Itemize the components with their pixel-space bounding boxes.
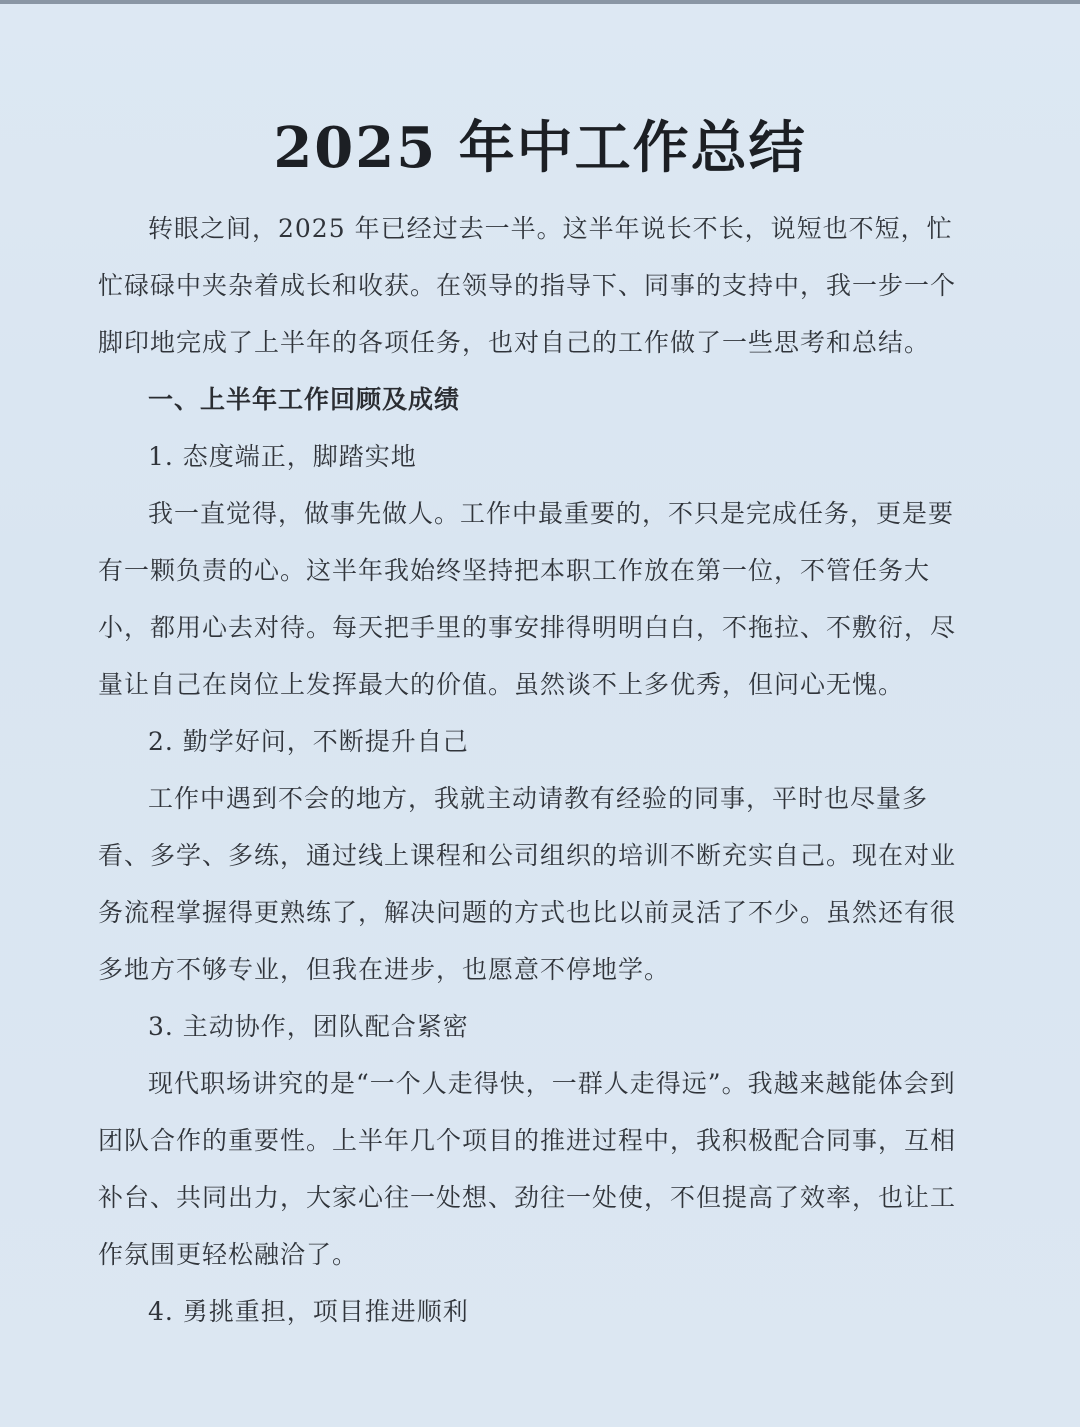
document-title: 2025 年中工作总结 bbox=[273, 115, 807, 181]
item-heading: 1. 态度端正，脚踏实地 bbox=[148, 442, 417, 471]
item-heading: 4. 勇挑重担，项目推进顺利 bbox=[148, 1297, 469, 1326]
item-heading: 2. 勤学好问，不断提升自己 bbox=[148, 727, 469, 756]
item-body: 现代职场讲究的是“一个人走得快，一群人走得远”。我越来越能体会到团队合作的重要性。上半年几个项目的推进过程中，我积极配合同事，互相补台、共同出力，大家心往一处想、劲往一处使，不但提高了效率，也让工作氛围更轻松融洽了。 bbox=[98, 1069, 957, 1269]
item-heading: 3. 主动协作，团队配合紧密 bbox=[148, 1012, 469, 1041]
document-body bbox=[98, 200, 978, 1340]
section-heading: 一、上半年工作回顾及成绩 bbox=[148, 385, 461, 414]
intro-paragraph: 转眼之间，2025 年已经过去一半。这半年说长不长，说短也不短，忙忙碌碌中夹杂着成长和收获。在领导的指导下、同事的支持中，我一步一个脚印地完成了上半年的各项任务，也对自己的工作做了一些思考和总结。 bbox=[98, 214, 957, 357]
item-body: 工作中遇到不会的地方，我就主动请教有经验的同事，平时也尽量多看、多学、多练，通过线上课程和公司组织的培训不断充实自己。现在对业务流程掌握得更熟练了，解决问题的方式也比以前灵活了不少。虽然还有很多地方不够专业，但我在进步，也愿意不停地学。 bbox=[98, 784, 957, 984]
item-body: 我一直觉得，做事先做人。工作中最重要的，不只是完成任务，更是要有一颗负责的心。这半年我始终坚持把本职工作放在第一位，不管任务大小，都用心去对待。每天把手里的事安排得明明白白，不拖拉、不敷衍，尽量让自己在岗位上发挥最大的价值。虽然谈不上多优秀，但问心无愧。 bbox=[98, 499, 957, 699]
